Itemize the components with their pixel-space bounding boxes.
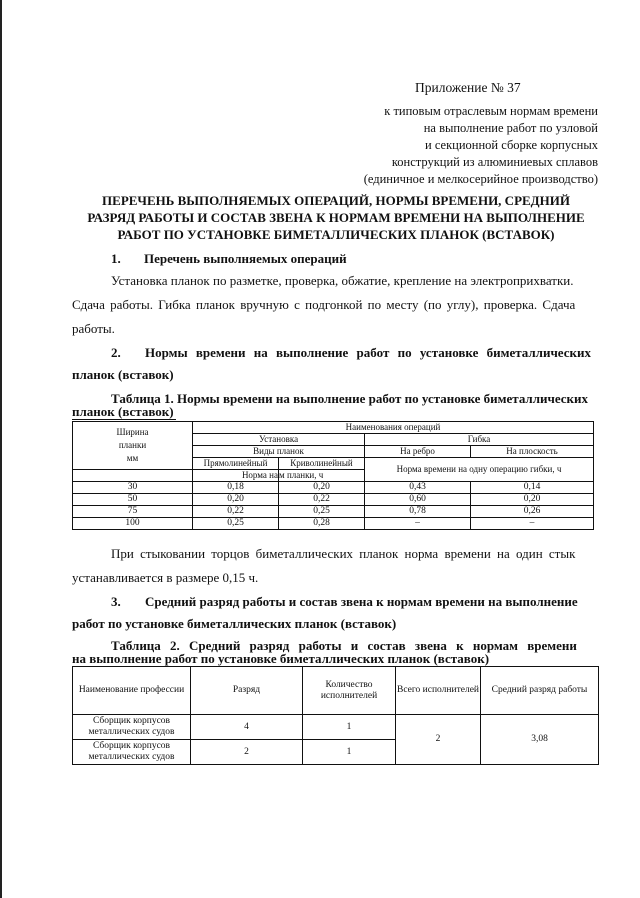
- total-header: Всего исполнителей: [396, 667, 481, 715]
- table-row: [73, 482, 594, 494]
- reference-line: и секционной сборке корпусных: [425, 138, 598, 152]
- profession-cell: Сборщик корпусов металлических судов: [73, 715, 191, 740]
- section3-number: 3.: [111, 594, 121, 609]
- reference-line: к типовым отраслевым нормам времени: [384, 104, 598, 118]
- section1-paragraph-line: Сдача работы. Гибка планок вручную с подгонкой по месту (по углу), проверка. Сдача: [72, 297, 576, 312]
- avg-grade-cell: 3,08: [481, 715, 599, 765]
- width-cell: 50: [73, 494, 193, 506]
- straight-cell: 0,18: [193, 482, 279, 494]
- width-cell: 75: [73, 506, 193, 518]
- count-cell: 1: [303, 715, 396, 740]
- edge-cell: –: [365, 518, 471, 530]
- count-cell: 1: [303, 740, 396, 765]
- curved-cell: 0,20: [279, 482, 365, 494]
- curved-header: Криволинейный: [279, 458, 365, 470]
- caption-underline: [72, 419, 176, 420]
- section1-paragraph-line: Установка планок по разметке, проверка, обжатие, крепление на электроприхватки.: [111, 273, 574, 288]
- table2-caption: Таблица 2. Средний разряд работы и состав звена к нормам времени: [111, 638, 577, 653]
- install-norm-header-right: м планки, ч: [279, 470, 365, 482]
- grade-cell: 2: [191, 740, 303, 765]
- curved-cell: 0,28: [279, 518, 365, 530]
- install-group-header: Установка: [193, 434, 365, 446]
- table-row: [73, 715, 599, 740]
- install-norm-header-left: Норма на: [193, 470, 279, 482]
- note-line: При стыковании торцов биметаллических планок норма времени на один стык: [111, 546, 576, 561]
- section1-heading: Перечень выполняемых операций: [144, 251, 347, 266]
- kinds-header: Виды планок: [193, 446, 365, 458]
- table-row: [73, 518, 594, 530]
- width-cell: 100: [73, 518, 193, 530]
- straight-cell: 0,20: [193, 494, 279, 506]
- reference-line: конструкций из алюминиевых сплавов: [391, 155, 598, 169]
- operations-header: Наименования операций: [193, 422, 594, 434]
- straight-header: Прямолинейный: [193, 458, 279, 470]
- document-title: [72, 192, 600, 243]
- spacer-cell: [73, 470, 193, 482]
- curved-cell: 0,25: [279, 506, 365, 518]
- plane-cell: 0,14: [471, 482, 594, 494]
- avg-grade-header: Средний разряд работы: [481, 667, 599, 715]
- section2-heading: Нормы времени на выполнение работ по установке биметаллических: [145, 345, 591, 360]
- section1-paragraph-line: работы.: [72, 321, 115, 336]
- crew-table: [72, 666, 599, 765]
- scan-edge: [0, 0, 2, 898]
- edge-cell: 0,60: [365, 494, 471, 506]
- on-edge-header: На ребро: [365, 446, 471, 458]
- section2-heading-cont: планок (вставок): [72, 367, 174, 382]
- edge-cell: 0,43: [365, 482, 471, 494]
- appendix-number: Приложение № 37: [415, 80, 521, 95]
- grade-cell: 4: [191, 715, 303, 740]
- title-line: РАБОТ ПО УСТАНОВКЕ БИМЕТАЛЛИЧЕСКИХ ПЛАНОК (ВСТАВОК): [117, 227, 555, 242]
- width-header: Ширина планки мм: [73, 422, 193, 470]
- bend-norm-header: Норма времени на одну операцию гибки, ч: [365, 458, 594, 482]
- on-plane-header: На плоскость: [471, 446, 594, 458]
- norms-table: [72, 421, 594, 530]
- table-row: [73, 506, 594, 518]
- title-line: РАЗРЯД РАБОТЫ И СОСТАВ ЗВЕНА К НОРМАМ ВРЕМЕНИ НА ВЫПОЛНЕНИЕ: [87, 210, 585, 225]
- table1-caption-cont: планок (вставок): [72, 404, 174, 419]
- plane-cell: –: [471, 518, 594, 530]
- profession-header: Наименование профессии: [73, 667, 191, 715]
- width-cell: 30: [73, 482, 193, 494]
- profession-cell: Сборщик корпусов металлических судов: [73, 740, 191, 765]
- edge-cell: 0,78: [365, 506, 471, 518]
- straight-cell: 0,25: [193, 518, 279, 530]
- total-cell: 2: [396, 715, 481, 765]
- note-line: устанавливается в размере 0,15 ч.: [72, 570, 259, 585]
- grade-header: Разряд: [191, 667, 303, 715]
- plane-cell: 0,26: [471, 506, 594, 518]
- count-header: Количество исполнителей: [303, 667, 396, 715]
- curved-cell: 0,22: [279, 494, 365, 506]
- table2-caption-cont: на выполнение работ по установке биметаллических планок (вставок): [72, 651, 490, 666]
- section2-number: 2.: [111, 345, 121, 360]
- plane-cell: 0,20: [471, 494, 594, 506]
- straight-cell: 0,22: [193, 506, 279, 518]
- title-line: ПЕРЕЧЕНЬ ВЫПОЛНЯЕМЫХ ОПЕРАЦИЙ, НОРМЫ ВРЕМЕНИ, СРЕДНИЙ: [102, 193, 570, 208]
- reference-line: (единичное и мелкосерийное производство): [363, 172, 598, 186]
- bend-group-header: Гибка: [365, 434, 594, 446]
- table1-caption: Таблица 1. Нормы времени на выполнение работ по установке биметаллических: [111, 391, 589, 406]
- section1-number: 1.: [111, 251, 121, 266]
- section3-heading-cont: работ по установке биметаллических планок (вставок): [72, 616, 397, 631]
- table-row: [73, 494, 594, 506]
- section3-heading: Средний разряд работы и состав звена к нормам времени на выполнение: [145, 594, 578, 609]
- reference-line: на выполнение работ по узловой: [423, 121, 598, 135]
- appendix-reference: [300, 103, 598, 188]
